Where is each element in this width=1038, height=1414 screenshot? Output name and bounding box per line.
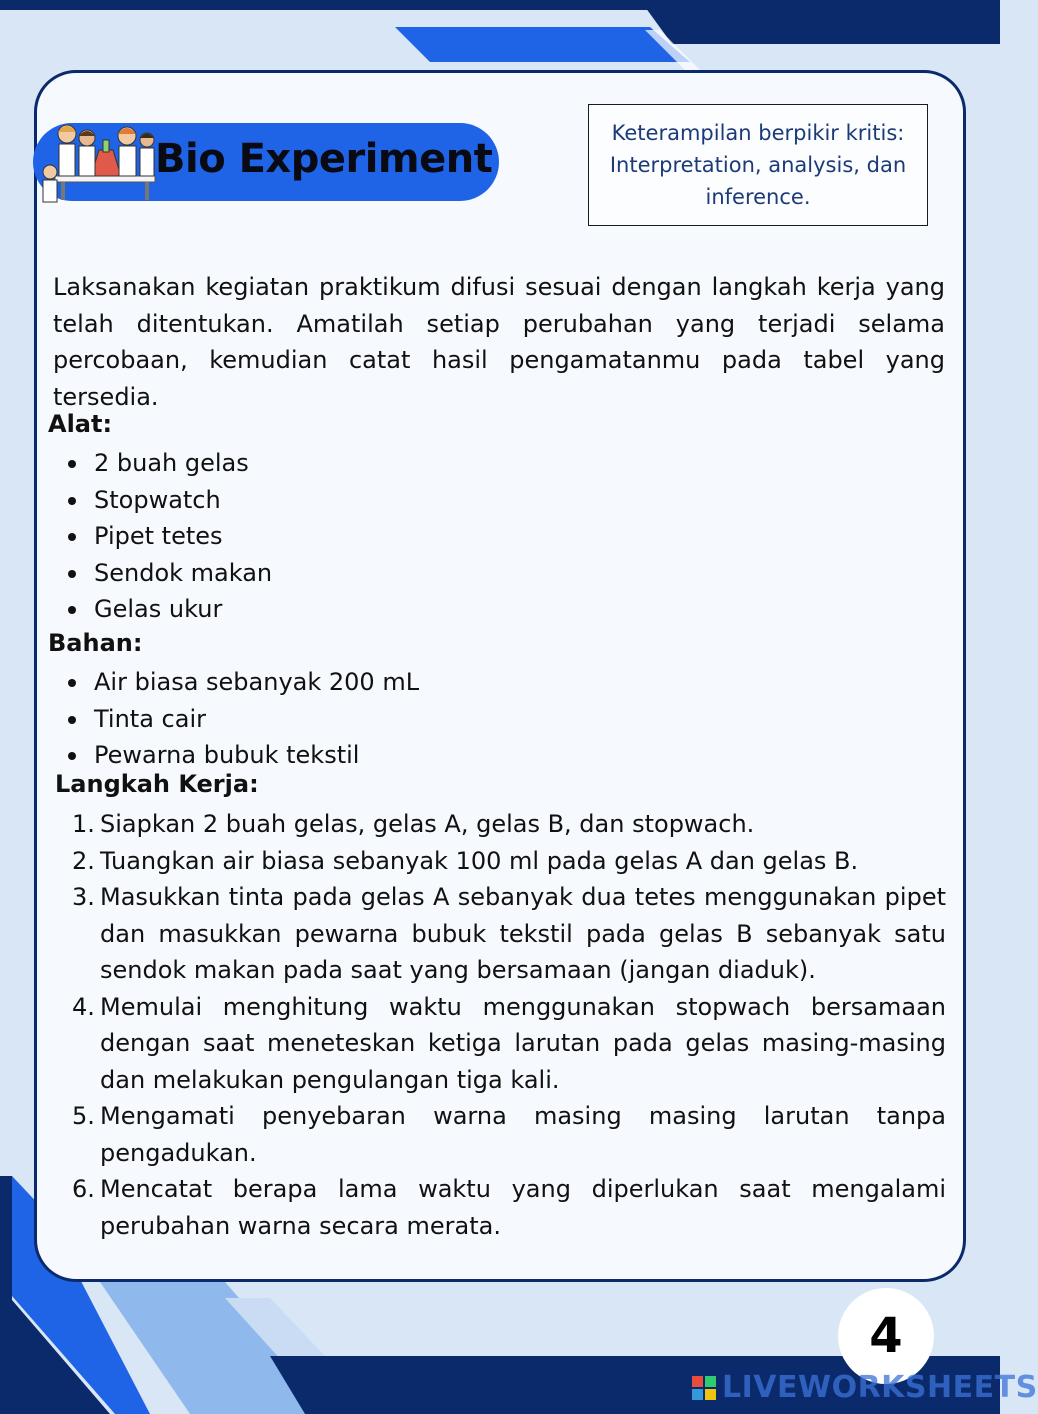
- list-item: Tinta cair: [66, 701, 419, 738]
- bahan-list: [66, 664, 419, 774]
- list-item: Sendok makan: [66, 555, 272, 592]
- list-item: Stopwatch: [66, 482, 272, 519]
- step-item: 6. Mencatat berapa lama waktu yang diperlukan saat mengalami perubahan warna secara merata.: [72, 1175, 946, 1240]
- step-item: 3. Masukkan tinta pada gelas A sebanyak dua tetes menggunakan pipet dan masukkan pewarna bubuk tekstil pada gelas B sebanyak satu sendok makan pada saat yang bersamaan (jangan diaduk).: [72, 883, 946, 984]
- step-item: 5. Mengamati penyebaran warna masing masing larutan tanpa pengadukan.: [72, 1102, 946, 1167]
- list-item: Gelas ukur: [66, 591, 272, 628]
- liveworksheets-watermark[interactable]: [692, 1370, 1038, 1405]
- step-item: 2. Tuangkan air biasa sebanyak 100 ml pada gelas A dan gelas B.: [72, 846, 859, 875]
- page-title: Bio Experiment: [155, 136, 493, 182]
- alat-list: [66, 445, 272, 628]
- watermark-text: LIVEWORKSHEETS: [722, 1370, 1038, 1405]
- list-item: Pipet tetes: [66, 518, 272, 555]
- list-item: Air biasa sebanyak 200 mL: [66, 664, 419, 701]
- list-item: 2 buah gelas: [66, 445, 272, 482]
- alat-heading: Alat:: [48, 410, 113, 438]
- liveworksheets-logo-icon: [692, 1376, 716, 1400]
- step-item: 1. Siapkan 2 buah gelas, gelas A, gelas B, dan stopwach.: [72, 810, 755, 838]
- step-item: 4. Memulai menghitung waktu menggunakan stopwach bersamaan dengan saat meneteskan ketiga larutan pada gelas masing-masing dan melakukan pengulangan tiga kali.: [72, 992, 946, 1094]
- page-number: 4: [838, 1288, 934, 1384]
- langkah-kerja-heading: Langkah Kerja:: [55, 770, 259, 798]
- critical-thinking-skills-box: Keterampilan berpikir kritis: Interpretation, analysis, dan inference.: [588, 104, 928, 226]
- bahan-heading: Bahan:: [48, 629, 143, 657]
- instructions-paragraph: Laksanakan kegiatan praktikum difusi sesuai dengan langkah kerja yang telah ditentukan. Amatilah setiap perubahan yang terjadi selama percobaan, kemudian catat hasil pengamatanmu pada tabel yang tersedia.: [53, 273, 945, 411]
- langkah-kerja-list: [72, 806, 946, 1244]
- list-item: Pewarna bubuk tekstil: [66, 737, 419, 774]
- scientist-kids-illustration: [37, 120, 157, 204]
